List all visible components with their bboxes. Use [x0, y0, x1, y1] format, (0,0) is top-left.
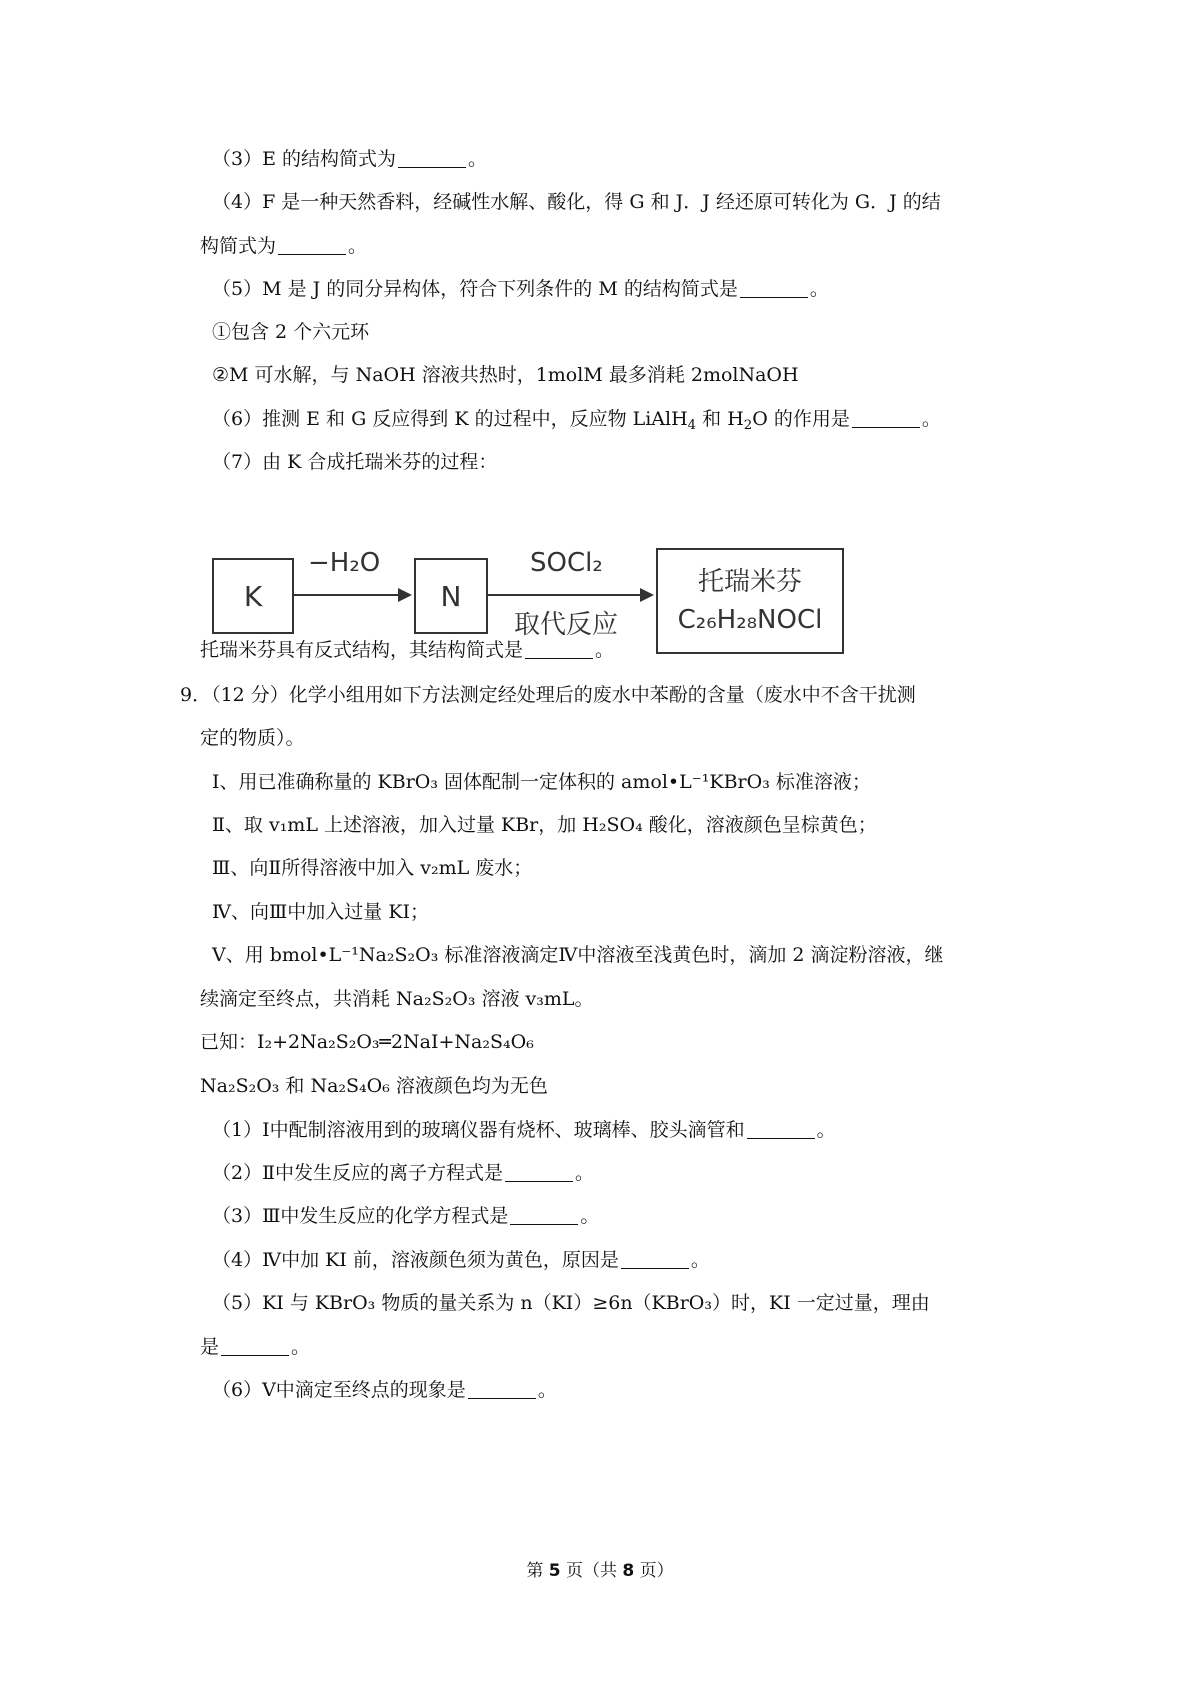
answer-blank[interactable] [221, 1337, 289, 1356]
q9-part5-line2: 是 。 [200, 1336, 311, 1358]
answer-blank[interactable] [468, 1380, 536, 1399]
answer-blank[interactable] [525, 640, 593, 659]
q8-condition1: ①包含 2 个六元环 [212, 321, 370, 343]
answer-blank[interactable] [740, 279, 808, 298]
q8-condition2: ②M 可水解，与 NaOH 溶液共热时，1molM 最多消耗 2molNaOH [212, 364, 799, 386]
page-number: 5 [548, 1561, 561, 1581]
q8-part6: （6）推测 E 和 G 反应得到 K 的过程中，反应物 LiAlH$_4$ 和 $H_2O$ 的作用是 。 [212, 408, 941, 433]
box-product: 托瑞米芬 C₂₆H₂₈NOCl [656, 548, 844, 654]
q9-known-colorless: Na₂S₂O₃ 和 Na₂S₄O₆ 溶液颜色均为无色 [200, 1075, 548, 1097]
arrow-1-head [398, 588, 412, 602]
answer-blank[interactable] [278, 236, 346, 255]
q9-step3: Ⅲ、向Ⅱ所得溶液中加入 v₂mL 废水； [212, 857, 533, 879]
page-footer: 第 5 页（共 8 页） [526, 1561, 674, 1581]
q9-header-line2: 定的物质）。 [200, 727, 305, 749]
q8-part3: （3）E 的结构简式为 。 [212, 148, 488, 170]
arrow-1-label: −H₂O [308, 548, 381, 578]
answer-blank[interactable] [510, 1206, 578, 1225]
q9-part1: （1）Ⅰ中配制溶液用到的玻璃仪器有烧杯、玻璃棒、胶头滴管和 。 [212, 1119, 836, 1141]
arrow-2-condition: 取代反应 [514, 610, 619, 640]
arrow-1-line [292, 594, 400, 596]
q9-step1: Ⅰ、用已准确称量的 KBrO₃ 固体配制一定体积的 amol•L⁻¹KBrO₃ 标准溶液； [212, 771, 871, 793]
q8-final: 托瑞米芬具有反式结构，其结构简式是 。 [200, 639, 615, 661]
box-n: N [414, 558, 488, 634]
page-total: 8 [622, 1561, 635, 1581]
q9-part6: （6）Ⅴ中滴定至终点的现象是 。 [212, 1379, 557, 1401]
q9-part2: （2）Ⅱ中发生反应的离子方程式是 。 [212, 1162, 595, 1184]
answer-blank[interactable] [621, 1250, 689, 1269]
q9-step2: Ⅱ、取 v₁mL 上述溶液，加入过量 KBr，加 H₂SO₄ 酸化，溶液颜色呈棕黄色； [212, 814, 877, 836]
answer-blank[interactable] [747, 1120, 815, 1139]
q9-number: 9． [180, 684, 212, 706]
box-k: K [212, 558, 294, 634]
q8-part7: （7）由 K 合成托瑞米芬的过程： [212, 451, 498, 473]
q9-part5-line1: （5）KI 与 KBrO₃ 物质的量关系为 n（KI）≥6n（KBrO₃）时，KI 一定过量，理由 [212, 1292, 930, 1314]
q9-step4: Ⅳ、向Ⅲ中加入过量 KI； [212, 901, 430, 923]
arrow-2-head [640, 588, 654, 602]
q9-header: 9．（12 分）化学小组用如下方法测定经处理后的废水中苯酚的含量（废水中不含干扰测 [180, 684, 916, 706]
q9-step5-line2: 续滴定至终点，共消耗 Na₂S₂O₃ 溶液 v₃mL。 [200, 988, 594, 1010]
arrow-2-reagent: SOCl₂ [530, 548, 603, 578]
q9-part4: （4）Ⅳ中加 KI 前，溶液颜色须为黄色，原因是 。 [212, 1249, 710, 1271]
answer-blank[interactable] [398, 149, 466, 168]
arrow-2-line [486, 594, 642, 596]
answer-blank[interactable] [852, 409, 920, 428]
q8-part4-line1: （4）F 是一种天然香料，经碱性水解、酸化，得 G 和 J．J 经还原可转化为 G．J 的结 [212, 191, 941, 213]
q9-part3: （3）Ⅲ中发生反应的化学方程式是 。 [212, 1205, 600, 1227]
answer-blank[interactable] [505, 1163, 573, 1182]
q9-known-equation: 已知：I₂+2Na₂S₂O₃═2NaI+Na₂S₄O₆ [200, 1031, 534, 1053]
q9-step5-line1: Ⅴ、用 bmol•L⁻¹Na₂S₂O₃ 标准溶液滴定Ⅳ中溶液至浅黄色时，滴加 2 滴淀粉溶液，继 [212, 944, 944, 966]
q8-part5: （5）M 是 J 的同分异构体，符合下列条件的 M 的结构简式是 。 [212, 278, 829, 300]
q8-part4-line2: 构简式为 。 [200, 235, 368, 257]
